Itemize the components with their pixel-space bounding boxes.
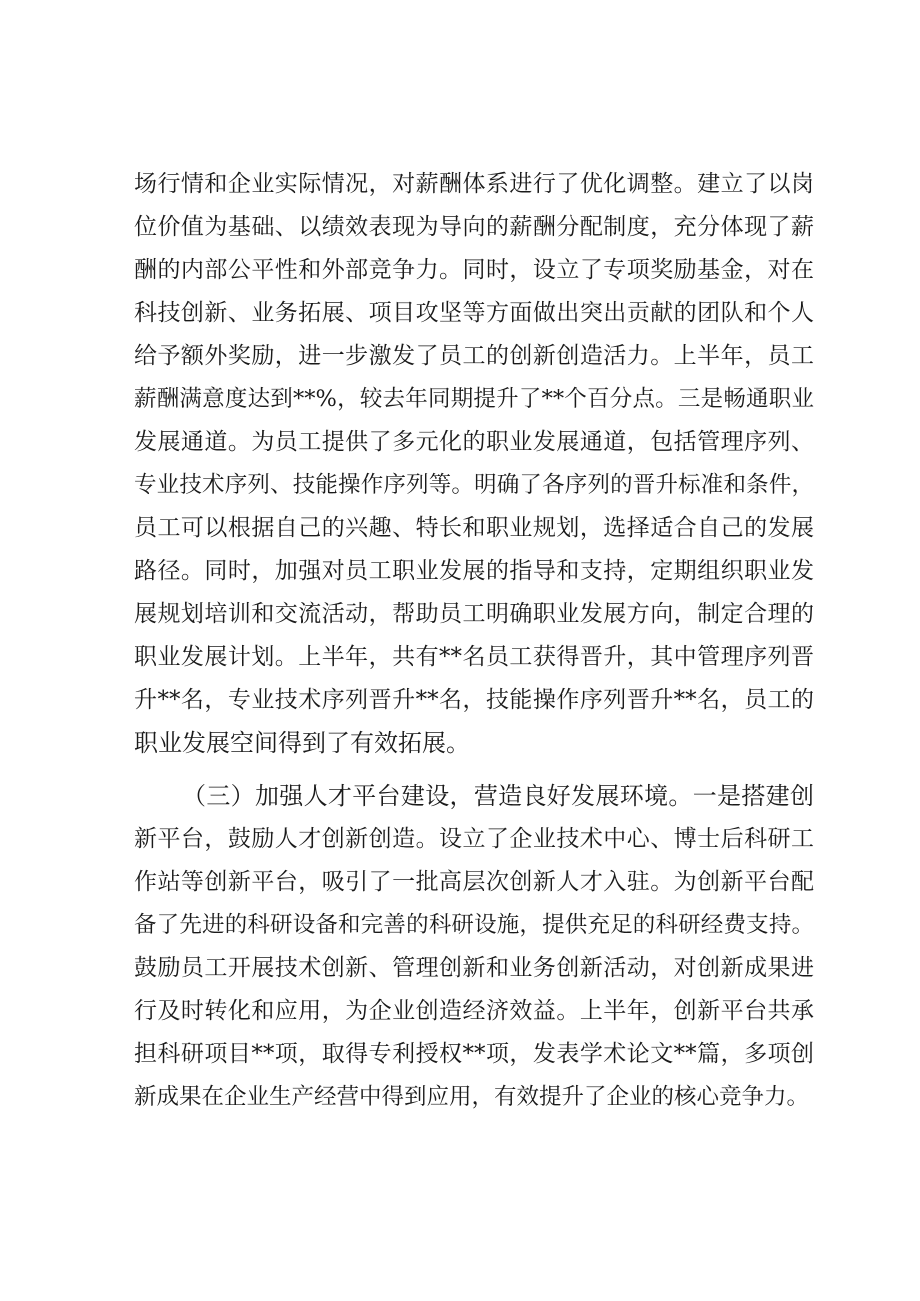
text-line: 作站等创新平台，吸引了一批高层次创新人才入驻。为创新平台配 [134, 869, 814, 895]
text-line: 场行情和企业实际情况，对薪酬体系进行了优化调整。建立了以岗 [134, 171, 814, 197]
text-line: 职业发展计划。上半年，共有**名员工获得晋升，其中管理序列晋 [134, 644, 814, 670]
text-line: 员工可以根据自己的兴趣、特长和职业规划，选择适合自己的发展 [134, 515, 814, 541]
text-line: 升**名，专业技术序列晋升**名，技能操作序列晋升**名，员工的 [134, 687, 814, 713]
text-line: 路径。同时，加强对员工职业发展的指导和支持，定期组织职业发 [134, 558, 814, 584]
text-line: 备了先进的科研设备和完善的科研设施，提供充足的科研经费支持。 [134, 912, 814, 938]
text-line: 薪酬满意度达到**%，较去年同期提升了**个百分点。三是畅通职业 [134, 386, 814, 412]
section-heading-line: （三）加强人才平台建设，营造良好发展环境。一是搭建创 [182, 782, 814, 810]
text-line: 发展通道。为员工提供了多元化的职业发展通道，包括管理序列、 [134, 429, 814, 455]
text-line: 职业发展空间得到了有效拓展。 [134, 729, 470, 757]
text-line: 鼓励员工开展技术创新、管理创新和业务创新活动，对创新成果进 [134, 955, 814, 981]
text-line: 展规划培训和交流活动，帮助员工明确职业发展方向，制定合理的 [134, 601, 814, 627]
text-line: 科技创新、业务拓展、项目攻坚等方面做出突出贡献的团队和个人 [134, 300, 814, 326]
text-line: 位价值为基础、以绩效表现为导向的薪酬分配制度，充分体现了薪 [134, 214, 814, 240]
text-line: 专业技术序列、技能操作序列等。明确了各序列的晋升标准和条件， [134, 472, 814, 498]
text-line: 酬的内部公平性和外部竞争力。同时，设立了专项奖励基金，对在 [134, 257, 814, 283]
text-line: 行及时转化和应用，为企业创造经济效益。上半年，创新平台共承 [134, 998, 814, 1024]
text-line: 给予额外奖励，进一步激发了员工的创新创造活力。上半年，员工 [134, 343, 814, 369]
text-line: 新平台，鼓励人才创新创造。设立了企业技术中心、博士后科研工 [134, 826, 814, 852]
text-line: 新成果在企业生产经营中得到应用，有效提升了企业的核心竞争力。 [134, 1084, 810, 1110]
text-line: 担科研项目**项，取得专利授权**项，发表学术论文**篇，多项创 [134, 1041, 814, 1067]
